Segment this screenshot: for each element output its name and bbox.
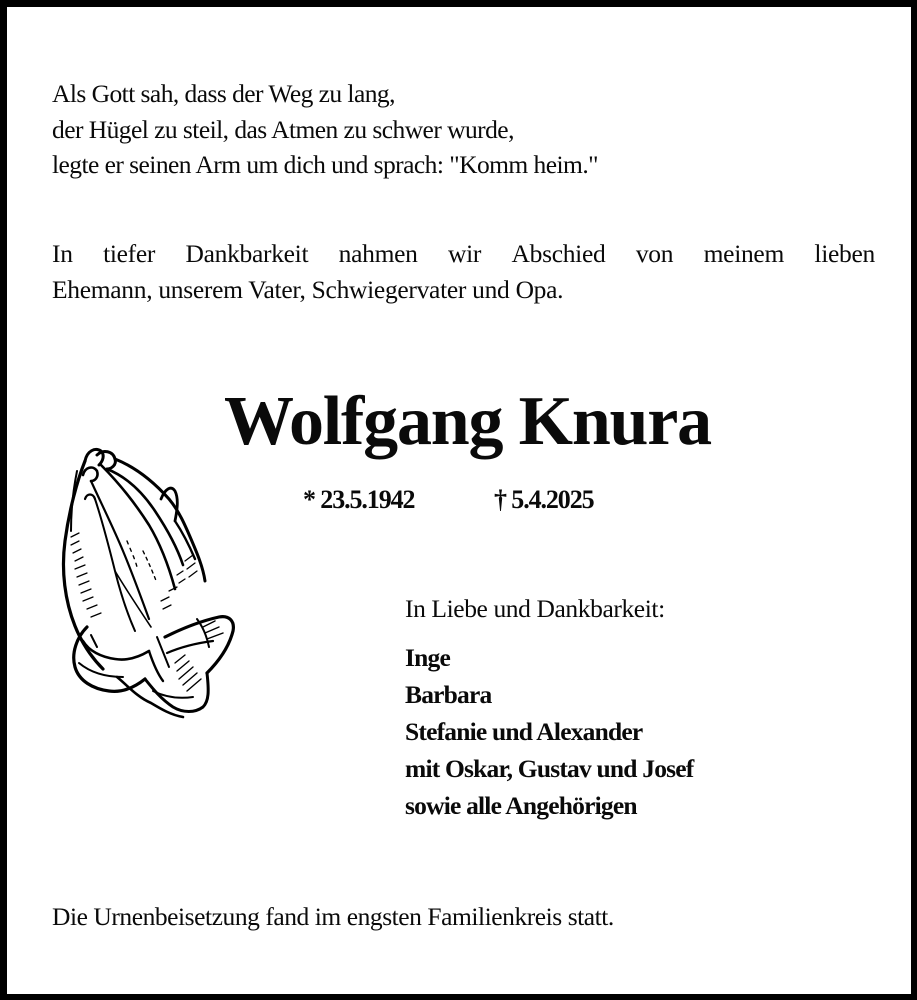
- intro-word: In: [52, 239, 73, 268]
- burial-note: Die Urnenbeisetzung fand im engsten Familienkreis statt.: [52, 902, 614, 931]
- praying-hands-icon: [57, 441, 239, 723]
- intro-word: Abschied: [511, 239, 606, 268]
- deceased-name: Wolfgang Knura: [224, 383, 711, 460]
- family-member: Barbara: [405, 680, 492, 709]
- poem-line: der Hügel zu steil, das Atmen zu schwer wurde,: [52, 114, 514, 144]
- intro-word: lieben: [814, 239, 875, 268]
- intro-word: Dankbarkeit: [185, 239, 309, 268]
- intro-line: Ehemann, unserem Vater, Schwiegervater und Opa.: [52, 275, 564, 304]
- intro-word: nahmen: [338, 239, 418, 268]
- family-list: [405, 639, 693, 824]
- poem-line: legte er seinen Arm um dich und sprach: "Komm heim.": [52, 150, 599, 179]
- intro-word: von: [635, 239, 674, 268]
- poem-line: Als Gott sah, dass der Weg zu lang,: [52, 79, 395, 108]
- intro-word: wir: [448, 239, 482, 268]
- intro-line-justified: [52, 236, 875, 272]
- signoff-text: In Liebe und Dankbarkeit:: [405, 594, 665, 623]
- intro-paragraph: [52, 236, 875, 308]
- family-member: sowie alle Angehörigen: [405, 791, 637, 820]
- intro-word: meinem: [703, 239, 784, 268]
- death-date: † 5.4.2025: [494, 485, 594, 514]
- intro-word: tiefer: [103, 239, 156, 268]
- family-member: Stefanie und Alexander: [405, 717, 643, 746]
- family-member: mit Oskar, Gustav und Josef: [405, 754, 694, 783]
- family-member: Inge: [405, 643, 450, 672]
- poem-verse: [52, 76, 598, 183]
- birth-date: * 23.5.1942: [303, 485, 415, 514]
